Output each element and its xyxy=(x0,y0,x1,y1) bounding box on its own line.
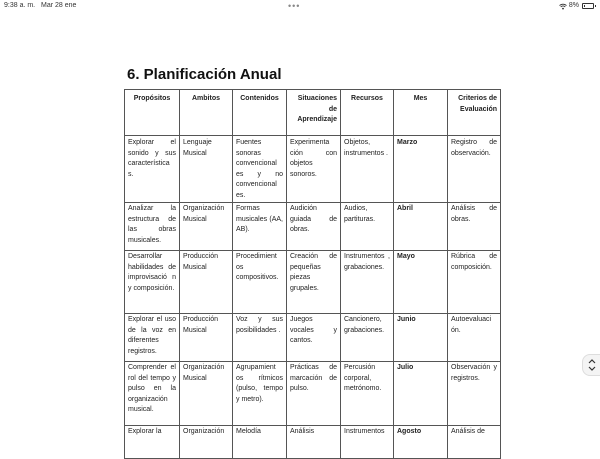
table-row xyxy=(125,362,501,426)
cell-mes: Julio xyxy=(394,362,448,426)
cell-contenido: Formas musicales (AA, AB). xyxy=(233,203,287,251)
cell-contenido: Voz y sus posibilidades . xyxy=(233,314,287,362)
cell-recurso: Objetos, instrumentos . xyxy=(341,136,394,203)
cell-recurso: Cancionero, grabaciones. xyxy=(341,314,394,362)
table-row xyxy=(125,426,501,459)
cell-recurso: Instrumentos xyxy=(341,426,394,459)
status-time-date xyxy=(4,0,76,12)
cell-ambito: Organización xyxy=(180,426,233,459)
annual-plan-table xyxy=(124,89,501,459)
header-mes: Mes xyxy=(394,90,448,136)
cell-mes: Marzo xyxy=(394,136,448,203)
wifi-icon xyxy=(559,3,566,10)
cell-proposito: Desarrollar habilidades de improvisació n y composición. xyxy=(125,251,180,314)
cell-situacion: Análisis xyxy=(287,426,341,459)
cell-situacion: Juegos vocales y cantos. xyxy=(287,314,341,362)
cell-proposito: Analizar la estructura de las obras musicales. xyxy=(125,203,180,251)
status-right xyxy=(559,0,594,12)
cell-proposito: Explorar la xyxy=(125,426,180,459)
cell-mes: Mayo xyxy=(394,251,448,314)
cell-mes: Agosto xyxy=(394,426,448,459)
cell-recurso: Percusión corporal, metrónomo. xyxy=(341,362,394,426)
cell-criterio: Rúbrica de composición. xyxy=(448,251,501,314)
cell-recurso: Audios, partituras. xyxy=(341,203,394,251)
cell-situacion: Prácticas de marcación de pulso. xyxy=(287,362,341,426)
cell-criterio: Registro de observación. xyxy=(448,136,501,203)
cell-ambito: Organización Musical xyxy=(180,203,233,251)
cell-ambito: Lenguaje Musical xyxy=(180,136,233,203)
cell-proposito: Explorar el uso de la voz en diferentes registros. xyxy=(125,314,180,362)
cell-contenido: Procedimient os compositivos. xyxy=(233,251,287,314)
table-row xyxy=(125,314,501,362)
header-ambitos: Ambitos xyxy=(180,90,233,136)
status-time: 9:38 a. m. xyxy=(4,2,36,9)
cell-situacion: Creación de pequeñas piezas grupales. xyxy=(287,251,341,314)
table-row xyxy=(125,251,501,314)
status-date: Mar 28 ene xyxy=(40,2,77,9)
cell-ambito: Organización Musical xyxy=(180,362,233,426)
chevron-down-icon[interactable] xyxy=(588,366,596,371)
cell-recurso: Instrumentos , grabaciones. xyxy=(341,251,394,314)
status-bar xyxy=(0,0,600,12)
cell-criterio: Análisis de xyxy=(448,426,501,459)
page-scroll-control[interactable] xyxy=(582,354,600,376)
header-recursos: Recursos xyxy=(341,90,394,136)
table-row xyxy=(125,136,501,203)
table-header-row xyxy=(125,90,501,136)
cell-proposito: Comprender el rol del tempo y pulso en la organización musical. xyxy=(125,362,180,426)
cell-contenido: Fuentes sonoras convencional es y no convencional es. xyxy=(233,136,287,203)
cell-situacion: Audición guiada de obras. xyxy=(287,203,341,251)
cell-ambito: Producción Musical xyxy=(180,251,233,314)
battery-icon xyxy=(582,3,594,9)
page-title: 6. Planificación Anual xyxy=(127,66,282,83)
cell-contenido: Agrupamient os rítmicos (pulso, tempo y metro). xyxy=(233,362,287,426)
cell-situacion: Experimenta ción con objetos sonoros. xyxy=(287,136,341,203)
header-contenidos: Contenidos xyxy=(233,90,287,136)
chevron-up-icon[interactable] xyxy=(588,359,596,364)
battery-percent: 8% xyxy=(568,2,579,9)
cell-contenido: Melodía xyxy=(233,426,287,459)
cell-criterio: Observación y registros. xyxy=(448,362,501,426)
cell-criterio: Autoevaluaci ón. xyxy=(448,314,501,362)
cell-ambito: Producción Musical xyxy=(180,314,233,362)
header-propositos: Propósitos xyxy=(125,90,180,136)
multitasking-dots[interactable]: ••• xyxy=(288,1,301,11)
header-criterios: Criterios de Evaluación xyxy=(448,90,501,136)
cell-criterio: Análisis de obras. xyxy=(448,203,501,251)
cell-mes: Junio xyxy=(394,314,448,362)
cell-proposito: Explorar el sonido y sus característica s. xyxy=(125,136,180,203)
header-situaciones: Situaciones de Aprendizaje xyxy=(287,90,341,136)
cell-mes: Abril xyxy=(394,203,448,251)
table-row xyxy=(125,203,501,251)
